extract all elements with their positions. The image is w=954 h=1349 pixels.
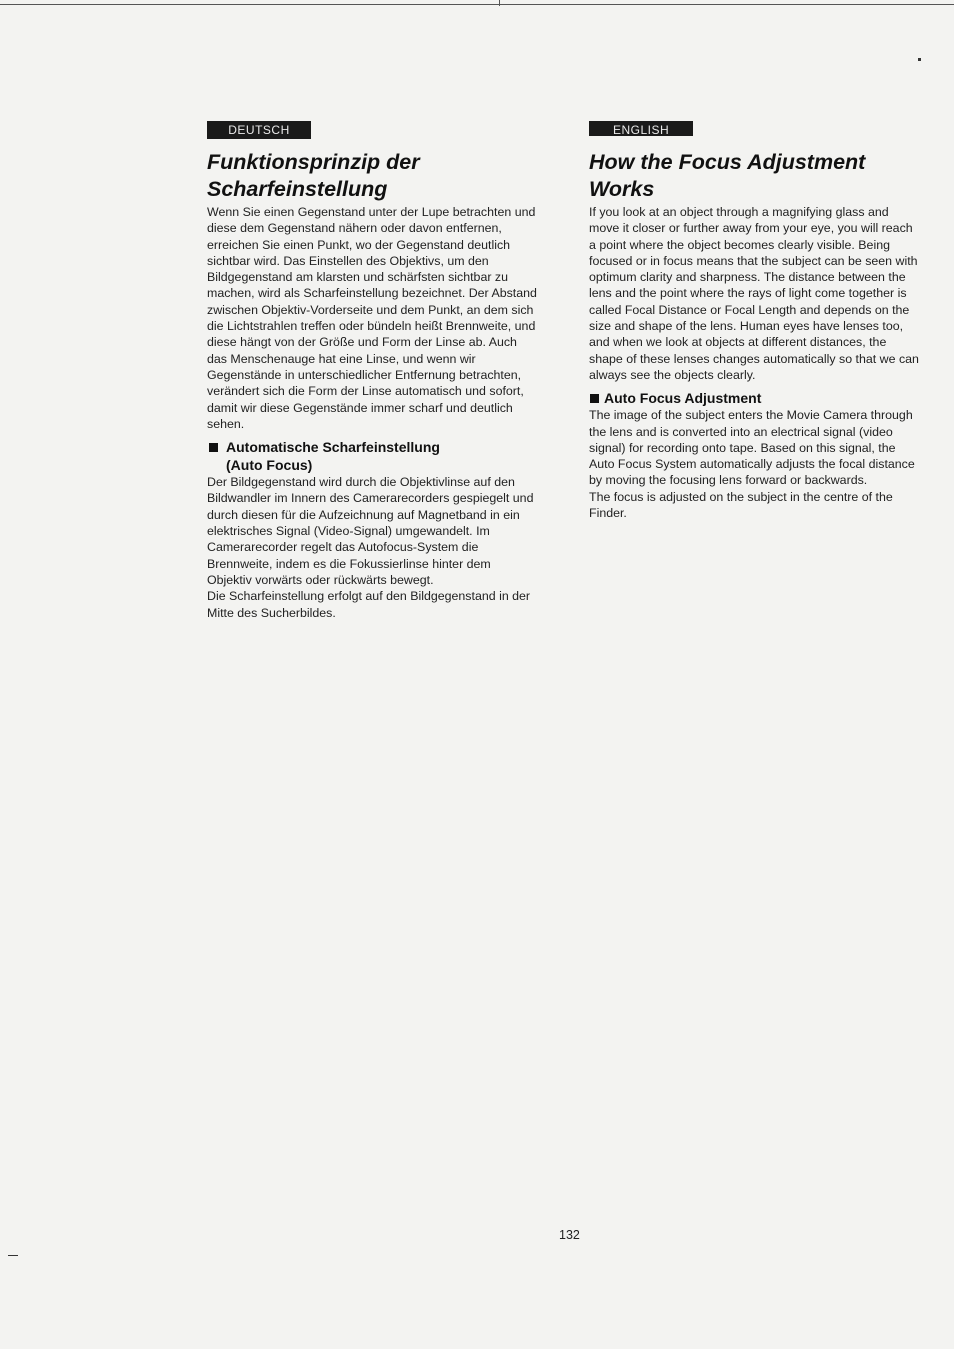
bullet-square-icon (590, 394, 599, 403)
section-title-deutsch (207, 149, 537, 203)
subheading-line-2: (Auto Focus) (226, 457, 313, 474)
top-rule (0, 4, 954, 5)
subheading-english (589, 389, 919, 407)
edge-mark (8, 1255, 18, 1256)
language-tag-deutsch: DEUTSCH (207, 121, 311, 139)
bullet-square-icon (209, 443, 218, 452)
intro-paragraph-deutsch: Wenn Sie einen Gegenstand unter der Lupe betrachten und diese dem Gegenstand nähern oder davon entfernen, erreichen Sie einen Punkt, wo der Gegenstand deutlich sichtbar wird. Das Einstellen des Objektivs, um den Bildgegenstand am klarsten und schärfsten sichtbar zu machen, wird als Scharfeinstellung bezeichnet. Der Abstand zwischen Objektiv-Vorderseite und dem Punkt, an dem sich die Lichtstrahlen treffen oder bündeln heißt Brennweite, und diese hängt von der Größe und Form der Linse ab. Auch das Menschenauge hat eine Linse, und wenn wir Gegenstände in unterschiedlicher Entfernung betrachten, verändert sich die Form der Linse automatisch und sofort, damit wir diese Gegenstände immer scharf und deutlich sehen. (207, 205, 537, 431)
title-line-2: Works (589, 177, 655, 201)
subheading-deutsch (207, 438, 537, 474)
subheading-line-1: Automatische Scharfeinstellung (226, 439, 440, 456)
autofocus-paragraph-deutsch: Der Bildgegenstand wird durch die Objektivlinse auf den Bildwandler im Innern des Camerarecorders gespiegelt und durch diesen für die Aufzeichnung auf Magnetband in ein elektrisches Signal (Video-Signal) umgewandelt. Im Camerarecorder regelt das Autofocus-System die Brennweite, indem es die Fokussierlinse hinter dem Objektiv vorwärts oder rückwärts bewegt. (207, 475, 534, 587)
title-line-1: Funktionsprinzip der (207, 150, 420, 174)
title-line-1: How the Focus Adjustment (589, 150, 866, 174)
subheading-text: Auto Focus Adjustment (604, 390, 762, 407)
title-line-2: Scharfeinstellung (207, 177, 388, 201)
autofocus-note-deutsch: Die Scharfeinstellung erfolgt auf den Bildgegenstand in der Mitte des Sucherbildes. (207, 589, 531, 620)
intro-paragraph-english: If you look at an object through a magnifying glass and move it closer or further away from your eye, you will reach a point where the object becomes clearly visible. Being focused or in focus means that the subject can be seen with optimum clarity and sharpness. The distance between the lens and the point where the rays of light come together is called Focal Distance or Focal Length and depends on the size and shape of the lens. Human eyes have lenses too, and when we look at objects at different distances, the shape of these lenses changes automatically so that we can always see the objects clearly. (589, 205, 919, 382)
autofocus-paragraph-english: The image of the subject enters the Movie Camera through the lens and is converted into an electrical signal (video signal) for recording onto tape. Based on this signal, the Auto Focus System automatically adjusts the focal distance by moving the focusing lens forward or backwards. (589, 408, 915, 488)
page-number: 132 (559, 1228, 580, 1242)
section-title-english (589, 149, 919, 203)
column-deutsch (207, 121, 537, 621)
speck-mark (918, 58, 921, 61)
language-tag-english: ENGLISH (589, 121, 693, 136)
top-tick (499, 0, 500, 6)
column-english (589, 121, 919, 521)
autofocus-note-english: The focus is adjusted on the subject in the centre of the Finder. (589, 489, 893, 521)
